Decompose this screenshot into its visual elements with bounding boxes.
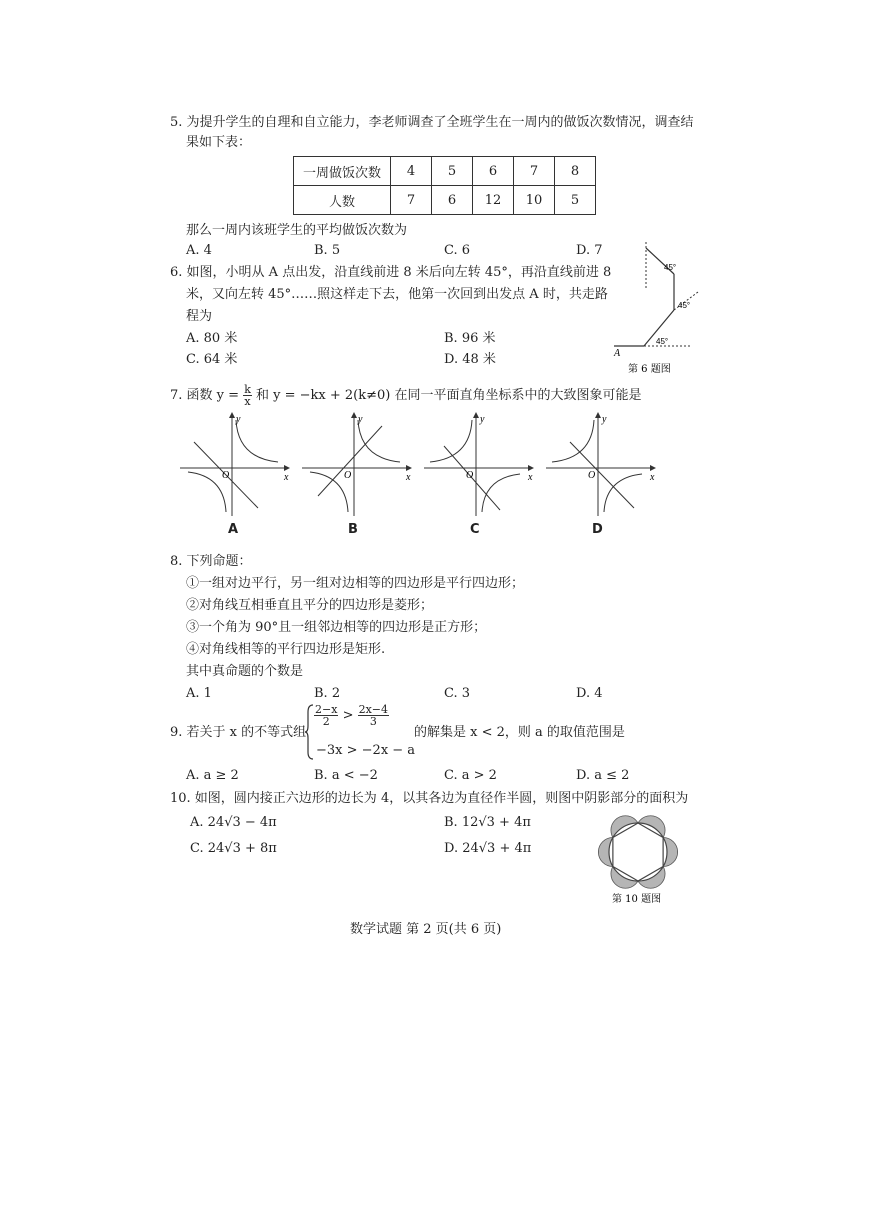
q9-option-d[interactable]: D. a ≤ 2 [576, 768, 630, 783]
origin-label: O [588, 470, 596, 481]
fraction [358, 704, 389, 727]
table-cell: 4 [391, 157, 432, 186]
y-axis-label: y [480, 414, 485, 425]
table-cell: 7 [391, 186, 432, 215]
fraction-numerator: k [244, 383, 251, 396]
table-row [294, 186, 596, 215]
q8-option-d[interactable]: D. 4 [576, 686, 603, 701]
q10-option-d[interactable]: D. 24√3 + 4π [444, 841, 532, 856]
q8-item-4: ④对角线相等的平行四边形是矩形. [186, 642, 386, 657]
table-row [294, 157, 596, 186]
q8-option-b[interactable]: B. 2 [314, 686, 341, 701]
q8-title: 8. 下列命题： [170, 554, 252, 569]
q10-hexagon-figure [598, 806, 678, 906]
origin-label: O [344, 470, 352, 481]
q9-option-b[interactable]: B. a < −2 [314, 768, 378, 783]
q5-option-c[interactable]: C. 6 [444, 243, 471, 258]
fraction-numerator: 2−x [315, 703, 338, 716]
q6-path-figure [606, 238, 702, 378]
q9-inequality-2: −3x > −2x − a [316, 743, 416, 758]
fraction-denominator: 2 [322, 715, 330, 728]
q9-prefix: 9. 若关于 x 的不等式组 [170, 725, 307, 740]
q7-prefix: 7. 函数 y = [170, 388, 240, 403]
graph-a[interactable] [180, 412, 290, 520]
fraction-denominator: x [244, 395, 251, 408]
table-cell: 6 [432, 186, 473, 215]
q6-option-c[interactable]: C. 64 米 [186, 352, 238, 367]
y-axis-label: y [358, 414, 363, 425]
graph-b-label: B [348, 522, 358, 537]
x-axis-label: x [650, 472, 655, 483]
q6-option-b[interactable]: B. 96 米 [444, 331, 496, 346]
origin-label: O [222, 470, 230, 481]
q5-option-b[interactable]: B. 5 [314, 243, 341, 258]
q10-option-b[interactable]: B. 12√3 + 4π [444, 815, 531, 830]
figure-caption: 第 10 题图 [612, 894, 662, 905]
q8-option-c[interactable]: C. 3 [444, 686, 471, 701]
q5-option-d[interactable]: D. 7 [576, 243, 603, 258]
q5-line1: 5. 为提升学生的自理和自立能力，李老师调查了全班学生在一周内的做饭次数情况，调查结 [170, 115, 694, 130]
q8-item-3: ③一个角为 90°且一组邻边相等的四边形是正方形； [186, 620, 487, 635]
q5-question: 那么一周内该班学生的平均做饭次数为 [186, 223, 408, 238]
x-axis-label: x [284, 472, 289, 483]
q5-option-a[interactable]: A. 4 [186, 243, 212, 258]
q9-suffix: 的解集是 x < 2，则 a 的取值范围是 [414, 725, 625, 740]
figure-caption: 第 6 题图 [628, 364, 671, 375]
table-cell: 12 [473, 186, 514, 215]
page-footer: 数学试题 第 2 页(共 6 页) [350, 922, 502, 937]
fraction [314, 704, 338, 727]
fraction-numerator: 2x−4 [358, 703, 389, 716]
table-cell: 8 [555, 157, 596, 186]
q8-option-a[interactable]: A. 1 [186, 686, 212, 701]
q7-suffix: 和 y = −kx + 2(k≠0) 在同一平面直角坐标系中的大致图象可能是 [256, 388, 642, 403]
q7-stem [170, 384, 641, 407]
q8-item-2: ②对角线互相垂直且平分的四边形是菱形； [186, 598, 434, 613]
table-header-cell: 人数 [294, 186, 391, 215]
table-cell: 6 [473, 157, 514, 186]
graph-c[interactable] [424, 412, 534, 520]
q6-line1: 6. 如图，小明从 A 点出发，沿直线前进 8 米后向左转 45°，再沿直线前进 8 [170, 265, 612, 280]
point-a-label: A [614, 348, 621, 359]
table-cell: 7 [514, 157, 555, 186]
graph-c-label: C [470, 522, 480, 537]
q7-fraction [243, 384, 252, 407]
x-axis-label: x [406, 472, 411, 483]
q10-line1: 10. 如图，圆内接正六边形的边长为 4，以其各边为直径作半圆，则图中阴影部分的面积为 [170, 791, 689, 806]
table-cell: 5 [432, 157, 473, 186]
angle-label: 45° [678, 301, 691, 310]
q9-inequality-1 [314, 704, 389, 727]
table-cell: 5 [555, 186, 596, 215]
graph-b[interactable] [302, 412, 412, 520]
y-axis-label: y [236, 414, 241, 425]
q6-option-d[interactable]: D. 48 米 [444, 352, 496, 367]
q9-option-c[interactable]: C. a > 2 [444, 768, 497, 783]
angle-label: 45° [664, 263, 677, 272]
origin-label: O [466, 470, 474, 481]
q6-line3: 程为 [186, 309, 213, 324]
table-header-cell: 一周做饭次数 [294, 157, 391, 186]
q10-option-c[interactable]: C. 24√3 + 8π [190, 841, 277, 856]
x-axis-label: x [528, 472, 533, 483]
cooking-frequency-table [293, 156, 596, 215]
graph-a-label: A [228, 522, 239, 537]
q8-item-1: ①一组对边平行，另一组对边相等的四边形是平行四边形； [186, 576, 525, 591]
table-cell: 10 [514, 186, 555, 215]
q5-line2: 果如下表： [186, 135, 252, 150]
angle-label: 45° [656, 337, 669, 346]
q8-question: 其中真命题的个数是 [186, 664, 304, 679]
fraction-denominator: 3 [369, 715, 377, 728]
inequality-operator: > [342, 708, 354, 723]
brace-icon [304, 704, 314, 760]
y-axis-label: y [602, 414, 607, 425]
graph-d-label: D [592, 522, 603, 537]
q9-option-a[interactable]: A. a ≥ 2 [186, 768, 239, 783]
q6-line2: 米，又向左转 45°……照这样走下去，他第一次回到出发点 A 时，共走路 [186, 287, 608, 302]
q10-option-a[interactable]: A. 24√3 − 4π [190, 815, 277, 830]
q6-option-a[interactable]: A. 80 米 [186, 331, 238, 346]
graph-d[interactable] [546, 412, 656, 520]
